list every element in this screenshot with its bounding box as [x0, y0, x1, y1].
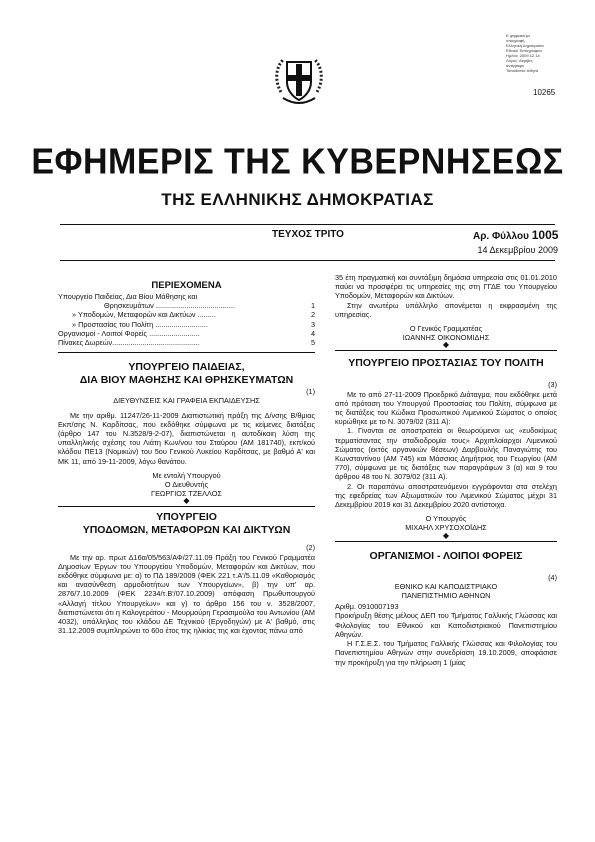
signature-line: Ο Διευθυντής: [164, 480, 209, 490]
toc-item[interactable]: [58, 338, 315, 347]
section-heading: ΥΠΟΥΡΓΕΙΟ ΠΡΟΣΤΑΣΙΑΣ ΤΟΥ ΠΟΛΙΤΗ: [348, 357, 544, 370]
page-number: 10265: [533, 88, 556, 97]
coat-of-arms-icon: [273, 52, 325, 108]
issue-volume: ΤΕΥΧΟΣ ΤΡΙΤΟ: [272, 229, 344, 240]
item-body: Προκήρυξη θέσης μέλους ΔΕΠ του Τμήματος Γαλλικής Γλώσσας και Φιλολογίας του Εθνικού και Καποδιστριακού Πανεπιστημίου Αθηνών.: [335, 611, 557, 639]
item-body: 1. Γίνονται σε αποστρατεία οι θεωρούμενοι ως «ευδοκίμως τερματίσαντας την σταδιοδρομία τους» Αρχιπλοίαρχοι Λιμενικού Σώματος (εκτός οργανικών θέσεων) Δαρβουλής Παναγιώτης του Κωνσταντίνου (ΑΜ 745) και Μάσσιας Δημήτριος του Γεωργίου (ΑΜ 770), σύμφωνα με τις διατάξεις των παραγράφων 3 (α) και 9 του άρθρου 48 του Ν. 3079/02 (311 Α).: [335, 426, 557, 482]
toc-heading: ΠΕΡΙΕΧΟΜΕΝΑ: [151, 280, 222, 291]
section-divider: [58, 352, 315, 353]
toc-item-label: Υπουργείο Παιδείας, Δια Βίου Μάθησης και: [58, 292, 198, 301]
toc-item[interactable]: [58, 310, 315, 319]
gazette-subtitle: ΤΗΣ ΕΛΛΗΝΙΚΗΣ ΔΗΜΟΚΡΑΤΙΑΣ: [161, 190, 434, 209]
section-heading: ΟΡΓΑΝΙΣΜΟΙ - ΛΟΙΠΟΙ ΦΟΡΕΙΣ: [369, 549, 523, 562]
stamp-line: υπογραφή: [506, 38, 525, 43]
item-number: (3): [548, 380, 557, 390]
section-divider: [58, 506, 315, 507]
issue-number: [473, 228, 558, 242]
signature-line: Ο Υπουργός: [425, 514, 467, 524]
toc-item-page: 5: [310, 338, 315, 348]
digital-signature-stamp: [506, 33, 570, 73]
gazette-title: ΕΦΗΜΕΡΙΣ ΤΗΣ ΚΥΒΕΡΝΗΣΕΩΣ: [31, 142, 564, 182]
section-citizen-protection: [335, 357, 557, 541]
signature-name: ΓΕΩΡΓΙΟΣ ΤΖΕΛΛΟΣ: [151, 489, 222, 499]
item-reference: Αριθμ. 0910007193: [335, 602, 399, 612]
section-divider: [335, 350, 557, 351]
toc-item-page: 2: [310, 310, 315, 320]
header-rule-top: [60, 224, 555, 225]
toc-item-label: » Προστασίας του Πολίτη ..........................: [72, 319, 208, 329]
toc-item-label: Θρησκευμάτων .......................................: [104, 301, 235, 311]
toc-item[interactable]: [58, 329, 315, 338]
toc-item-page: 4: [310, 328, 315, 338]
left-column: [58, 279, 315, 635]
toc-item-label: » Υποδομών, Μεταφορών και Δικτύων .........: [72, 310, 216, 320]
item-subheading: ΠΑΝΕΠΙΣΤΗΜΙΟ ΑΘΗΝΩΝ: [401, 591, 491, 601]
stamp-line: αντίγραφο: [506, 63, 525, 68]
section-heading: ΥΠΟΥΡΓΕΙΟ ΠΑΙΔΕΙΑΣ,: [128, 361, 245, 374]
toc-item[interactable]: [58, 320, 315, 329]
signature-name: ΜΙΧΑΗΛ ΧΡΥΣΟΧΟΪΔΗΣ: [405, 523, 487, 533]
section-divider: [335, 541, 557, 542]
stamp-line: Τοποθεσία: Αθήνα: [506, 68, 539, 73]
header-rule-bottom: [60, 260, 555, 261]
toc-item-label: Πίνακες Δωρεών...........................................: [58, 338, 200, 348]
item-number: (4): [548, 572, 557, 582]
item-body: 35 έτη πραγματική και συντάξιμη δημόσια υπηρεσία στις 01.01.2010 παύει να προσφέρει τις υπηρεσίες της στη ΓΓΔΕ του Υπουργείου Υποδομών, Μεταφορών και Δικτύων.: [335, 273, 557, 301]
toc-item[interactable]: [58, 292, 315, 301]
item-subheading: ΔΙΕΥΘΥΝΣΕΙΣ ΚΑΙ ΓΡΑΦΕΙΑ ΕΚΠΑΙΔΕΥΣΗΣ: [113, 396, 260, 406]
signature-line: Με εντολή Υπουργού: [152, 470, 221, 480]
toc-item-page: 3: [310, 319, 315, 329]
stamp-line: Εθνικό Τυπογραφείο: [506, 48, 543, 53]
separator-diamond-icon: ◆: [442, 530, 450, 540]
section-education: [58, 361, 315, 507]
item-body: Η Γ.Σ.Ε.Σ. του Τμήματος Γαλλικής Γλώσσας και Φιλολογίας του Πανεπιστημίου Αθηνών στην συνεδρίαση 19.10.2009, αποφάσισε την προκήρυξη για την πλήρωση 1 (μίας: [335, 639, 557, 667]
signature-line: Ο Γενικός Γραμματέας: [409, 324, 483, 334]
item-number: (2): [306, 543, 315, 553]
issue-date: 14 Δεκεμβρίου 2009: [477, 245, 558, 255]
stamp-line: Ελληνική Δημοκρατία: [506, 43, 544, 48]
stamp-line: Λόγος: Ακριβές: [506, 58, 533, 63]
toc-item[interactable]: [58, 301, 315, 310]
toc-item-label: Οργανισμοί - Λοιποί Φορείς .........................: [58, 328, 200, 338]
item-body: Με την αρ. πρωτ Δ16α/05/563/ΑΦ/27.11.09 Πράξη του Γενικού Γραμματέα Δημοσίων Έργων του Υπουργείου Υποδομών, Μεταφορών και Δικτύων, που εκδόθηκε σύμφωνα με: α) το ΠΔ 189/2009 (ΦΕΚ 221 τ.Α'/5.11.09 «Καθορισμός και ανασύνθεση αρμοδιοτήτων των Υπουργείων», β) την υπ' αρ. 2876/7.10.2009 (ΦΕΚ 2234/τ.Β'/07.10.2009) απόφαση Πρωθυπουργού «Αλλαγή τίτλου Υπουργείων» και γ) το άρθρο 156 του ν. 3528/2007, διαπιστώνεται ότι η Καλογεράτου - Μουρμούρη Γερασιμούλα του Αντωνίου (ΑΜ 4032), υπάλληλος του κλάδου ΔΕ Τεχνικού (Εργοδηγών) με Α' βαθμό, στις 31.12.2009 συμπληρώνει το 60ο έτος της ηλικίας της και έχοντας πάνω από: [58, 552, 315, 636]
separator-diamond-icon: ◆: [183, 496, 190, 506]
toc-item-page: 1: [310, 301, 315, 311]
stamp-line: Ε ψηφιακά μέ: [506, 33, 531, 38]
toc-item-page: [313, 292, 315, 301]
item-number: (1): [306, 387, 315, 397]
stamp-line: Ημ/νία: 2009.12.14: [506, 53, 540, 58]
section-heading: ΥΠΟΥΡΓΕΙΟ: [156, 511, 217, 524]
signature-name: ΙΩΑΝΝΗΣ ΟΙΚΟΝΟΜΙΔΗΣ: [402, 333, 490, 343]
issue-number-label: Αρ. Φύλλου: [473, 231, 529, 242]
item-body: 2. Οι παραπάνω αποστρατευόμενοι εγγράφονται στα στελέχη της εφεδρείας των Αξιωματικών του Λιμενικού Σώματος μέχρι 31 Δεκεμβρίου 2019 και 31 Δεκεμβρίου 2020 αντίστοιχα.: [335, 481, 557, 510]
item-body: Με την αριθμ. 11247/26-11-2009 Διαπιστωτική πράξη της Δ/νσης Β/θμιας Εκπ/σης Ν. Καρδίτσας, που εκδόθηκε σύμφωνα με τις κείμενες διατάξεις (άρθρο 147 του Ν.3528/9-2-07), διαπιστώνεται η αυτοδίκαιη λύση της υπαλληλικής σχέσης του Λιάτη Κων/νου του Σταύρου (ΑΜ 181740), εκπ/κού κλάδου ΠΕ13 (Νομικών) του 5ου Γενικού Λυκείου Καρδίτσας, με βαθμό Α' και ΜΚ 11, από 19-11-2009, λόγω θανάτου.: [58, 410, 315, 466]
section-heading: ΔΙΑ ΒΙΟΥ ΜΑΘΗΣΗΣ ΚΑΙ ΘΡΗΣΚΕΥΜΑΤΩΝ: [79, 374, 294, 387]
item-body: Με το από 27-11-2009 Προεδρικό Διάταγμα, που εκδόθηκε μετά από πρόταση του Υπουργού Προστασίας του Πολίτη, σύμφωνα με τις διατάξεις του Κώδικα Προσωπικού Λιμενικού Σώματος ο οποίος κυρώθηκε με το Ν. 3079/02 (311 Α):: [335, 389, 557, 427]
item-subheading: ΕΘΝΙΚΟ ΚΑΙ ΚΑΠΟΔΙΣΤΡΙΑΚΟ: [394, 581, 498, 591]
section-heading: ΥΠΟΔΟΜΩΝ, ΜΕΤΑΦΟΡΩΝ ΚΑΙ ΔΙΚΤΥΩΝ: [82, 524, 291, 537]
issue-number-value: 1005: [531, 228, 559, 242]
section-organizations: [335, 550, 557, 667]
separator-diamond-icon: ◆: [442, 340, 450, 350]
right-column: [335, 273, 557, 667]
item-body: Στην ανωτέρω υπάλληλο απονέμεται η εκφρασμένη της υπηρεσίας.: [335, 300, 557, 319]
section-infrastructure: [58, 511, 315, 635]
